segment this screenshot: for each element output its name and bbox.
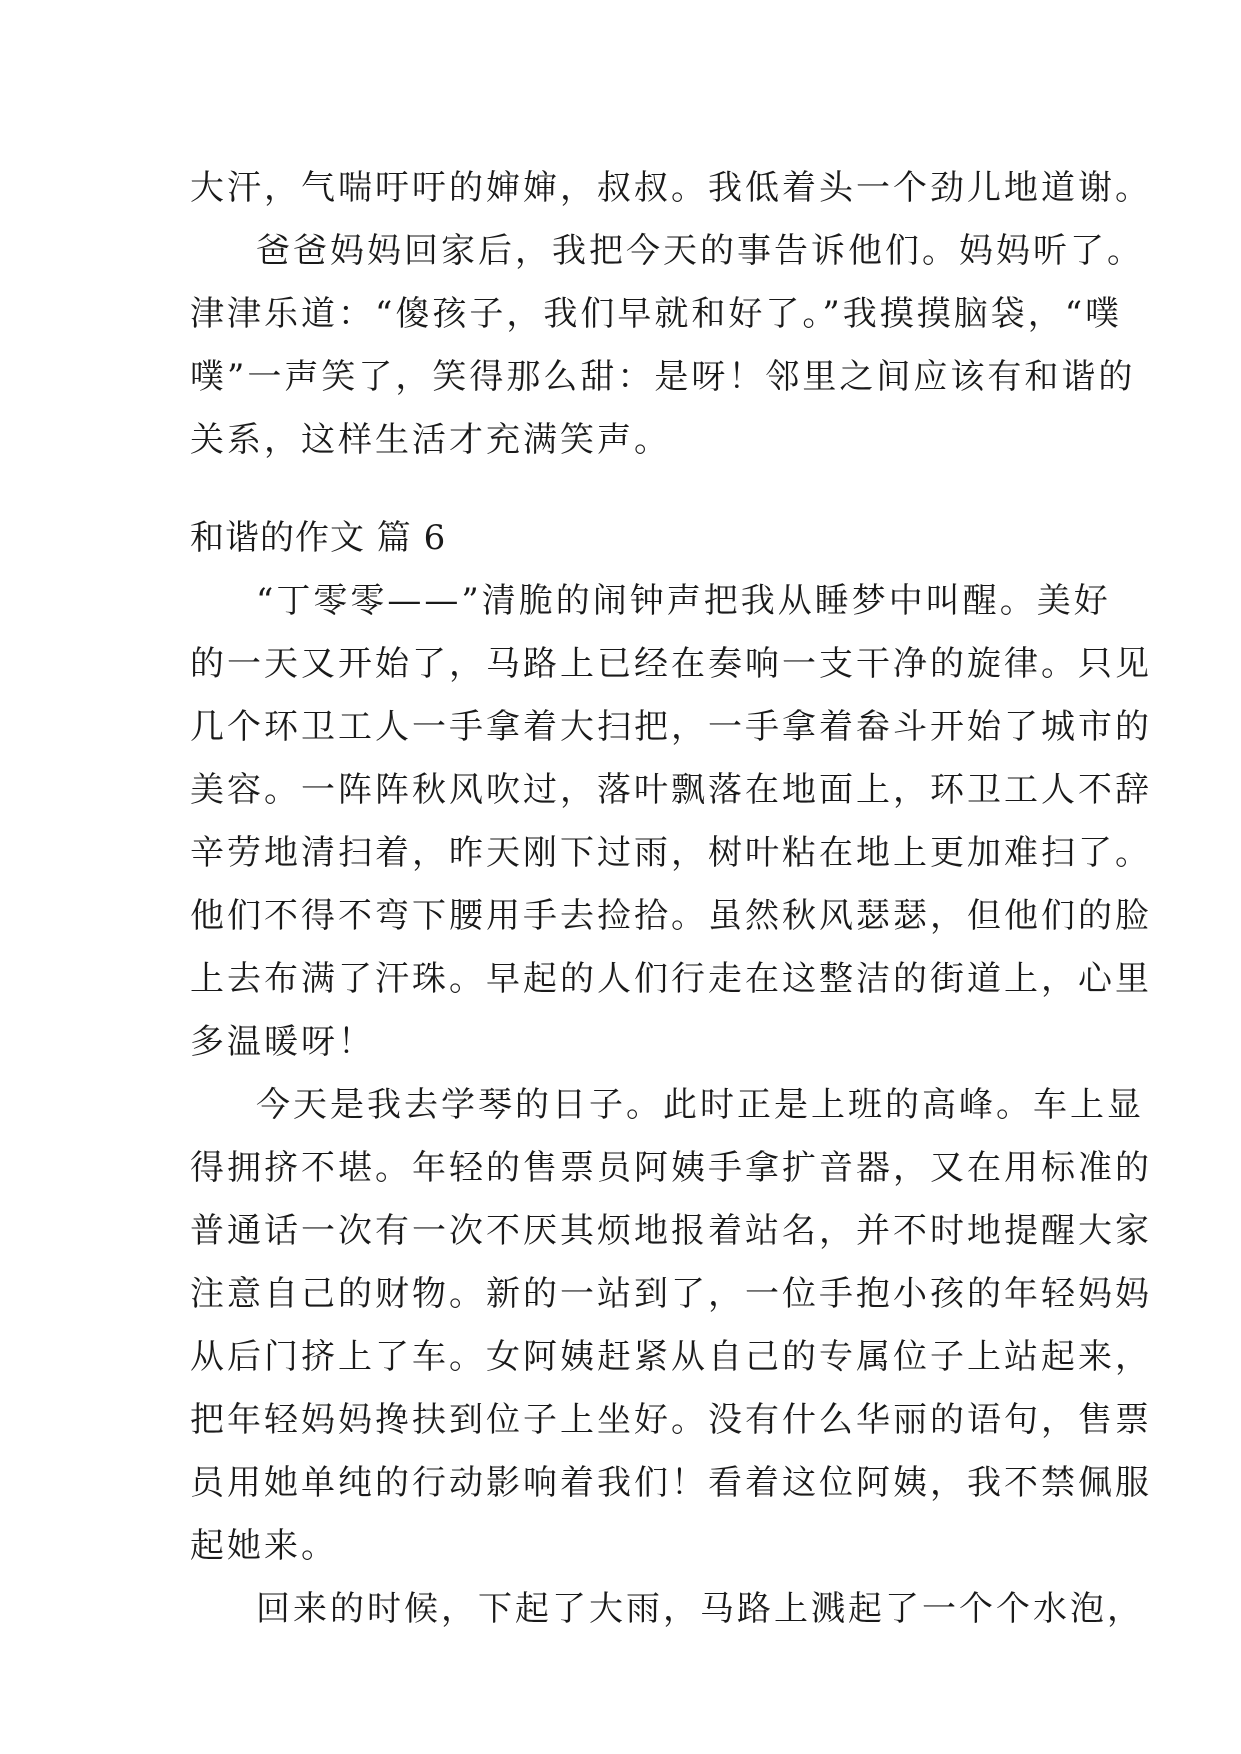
paragraph-line: 辛劳地清扫着，昨天刚下过雨，树叶粘在地上更加难扫了。 <box>190 833 1152 873</box>
section-heading: 和谐的作文 篇 6 <box>190 518 447 558</box>
paragraph-line: 回来的时候，下起了大雨，马路上溅起了一个个水泡， <box>256 1589 1144 1629</box>
paragraph-line: 大汗，气喘吁吁的婶婶，叔叔。我低着头一个劲儿地道谢。 <box>190 168 1152 208</box>
paragraph-line: 他们不得不弯下腰用手去捡拾。虽然秋风瑟瑟，但他们的脸 <box>190 896 1152 936</box>
paragraph-line: 普通话一次有一次不厌其烦地报着站名，并不时地提醒大家 <box>190 1211 1152 1251</box>
paragraph-line: 得拥挤不堪。年轻的售票员阿姨手拿扩音器，又在用标准的 <box>190 1148 1152 1188</box>
paragraph-line: 的一天又开始了，马路上已经在奏响一支干净的旋律。只见 <box>190 644 1152 684</box>
paragraph-line: 多温暖呀！ <box>190 1022 375 1062</box>
paragraph-line: 几个环卫工人一手拿着大扫把，一手拿着畚斗开始了城市的 <box>190 707 1152 747</box>
paragraph-line: 关系，这样生活才充满笑声。 <box>190 420 671 460</box>
paragraph-line: 今天是我去学琴的日子。此时正是上班的高峰。车上显 <box>256 1085 1144 1125</box>
paragraph-line: 美容。一阵阵秋风吹过，落叶飘落在地面上，环卫工人不辞 <box>190 770 1152 810</box>
paragraph-line: 员用她单纯的行动影响着我们！看着这位阿姨，我不禁佩服 <box>190 1463 1152 1503</box>
paragraph-line: 爸爸妈妈回家后，我把今天的事告诉他们。妈妈听了。 <box>256 231 1144 271</box>
paragraph-line: “丁零零——”清脆的闹钟声把我从睡梦中叫醒。美好 <box>256 581 1111 621</box>
paragraph-line: 津津乐道：“傻孩子，我们早就和好了。”我摸摸脑袋，“噗 <box>190 294 1123 334</box>
paragraph-line: 注意自己的财物。新的一站到了，一位手抱小孩的年轻妈妈 <box>190 1274 1152 1314</box>
paragraph-line: 上去布满了汗珠。早起的人们行走在这整洁的街道上，心里 <box>190 959 1152 999</box>
paragraph-line: 噗”一声笑了，笑得那么甜：是呀！邻里之间应该有和谐的 <box>190 357 1136 397</box>
paragraph-line: 起她来。 <box>190 1526 338 1566</box>
paragraph-line: 把年轻妈妈搀扶到位子上坐好。没有什么华丽的语句，售票 <box>190 1400 1152 1440</box>
paragraph-line: 从后门挤上了车。女阿姨赶紧从自己的专属位子上站起来， <box>190 1337 1152 1377</box>
